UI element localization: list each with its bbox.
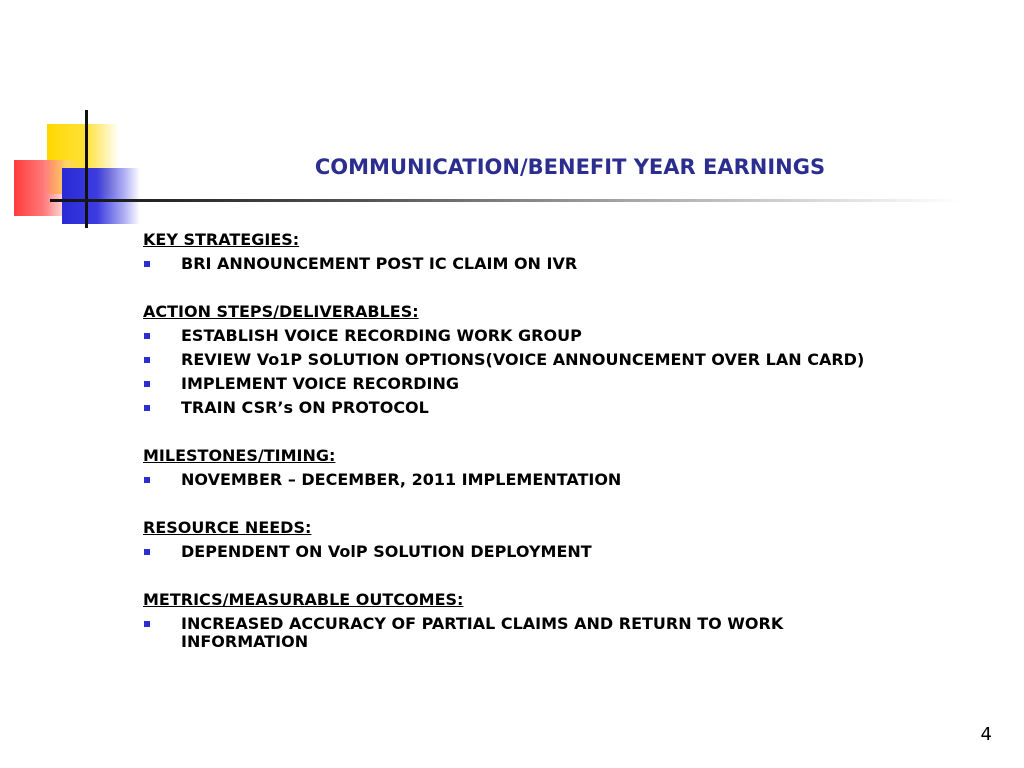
section-heading: MILESTONES/TIMING: <box>143 446 336 465</box>
list-item <box>143 540 1003 564</box>
square-bullet-icon <box>144 261 150 267</box>
section-heading: KEY STRATEGIES: <box>143 230 300 249</box>
slide-title: COMMUNICATION/BENEFIT YEAR EARNINGS <box>314 155 826 179</box>
slide-content <box>143 228 1003 678</box>
list-item-text: IMPLEMENT VOICE RECORDING <box>181 374 460 393</box>
section-heading: METRICS/MEASURABLE OUTCOMES: <box>143 590 464 609</box>
list-item-text: DEPENDENT ON VolP SOLUTION DEPLOYMENT <box>181 542 592 561</box>
vertical-line-decoration <box>85 110 88 228</box>
section-heading: RESOURCE NEEDS: <box>143 518 312 537</box>
square-bullet-icon <box>144 549 150 555</box>
list-item <box>143 348 1003 372</box>
list-item <box>143 252 1003 276</box>
square-bullet-icon <box>144 357 150 363</box>
list-item-text: TRAIN CSR’s ON PROTOCOL <box>181 398 429 417</box>
section-resource-needs <box>143 516 1003 564</box>
section-metrics <box>143 588 1003 654</box>
blue-square-decoration <box>62 168 140 224</box>
page-number: 4 <box>980 724 992 745</box>
square-bullet-icon <box>144 477 150 483</box>
list-item-text: BRI ANNOUNCEMENT POST IC CLAIM ON IVR <box>181 254 578 273</box>
square-bullet-icon <box>144 621 150 627</box>
list-item-text: REVIEW Vo1P SOLUTION OPTIONS(VOICE ANNOUNCEMENT OVER LAN CARD) <box>181 350 865 369</box>
list-item <box>143 372 1003 396</box>
list-item <box>143 468 1003 492</box>
list-item-text: ESTABLISH VOICE RECORDING WORK GROUP <box>181 326 582 345</box>
decorative-logo <box>0 0 160 240</box>
section-milestones <box>143 444 1003 492</box>
section-heading: ACTION STEPS/DELIVERABLES: <box>143 302 419 321</box>
section-action-steps <box>143 300 1003 420</box>
square-bullet-icon <box>144 333 150 339</box>
list-item <box>143 396 1003 420</box>
section-key-strategies <box>143 228 1003 276</box>
list-item <box>143 324 1003 348</box>
list-item-text: INCREASED ACCURACY OF PARTIAL CLAIMS AND RETURN TO WORK INFORMATION <box>181 614 784 651</box>
list-item <box>143 612 1003 654</box>
square-bullet-icon <box>144 381 150 387</box>
square-bullet-icon <box>144 405 150 411</box>
title-underline-divider <box>50 199 960 202</box>
list-item-text: NOVEMBER – DECEMBER, 2011 IMPLEMENTATION <box>181 470 622 489</box>
